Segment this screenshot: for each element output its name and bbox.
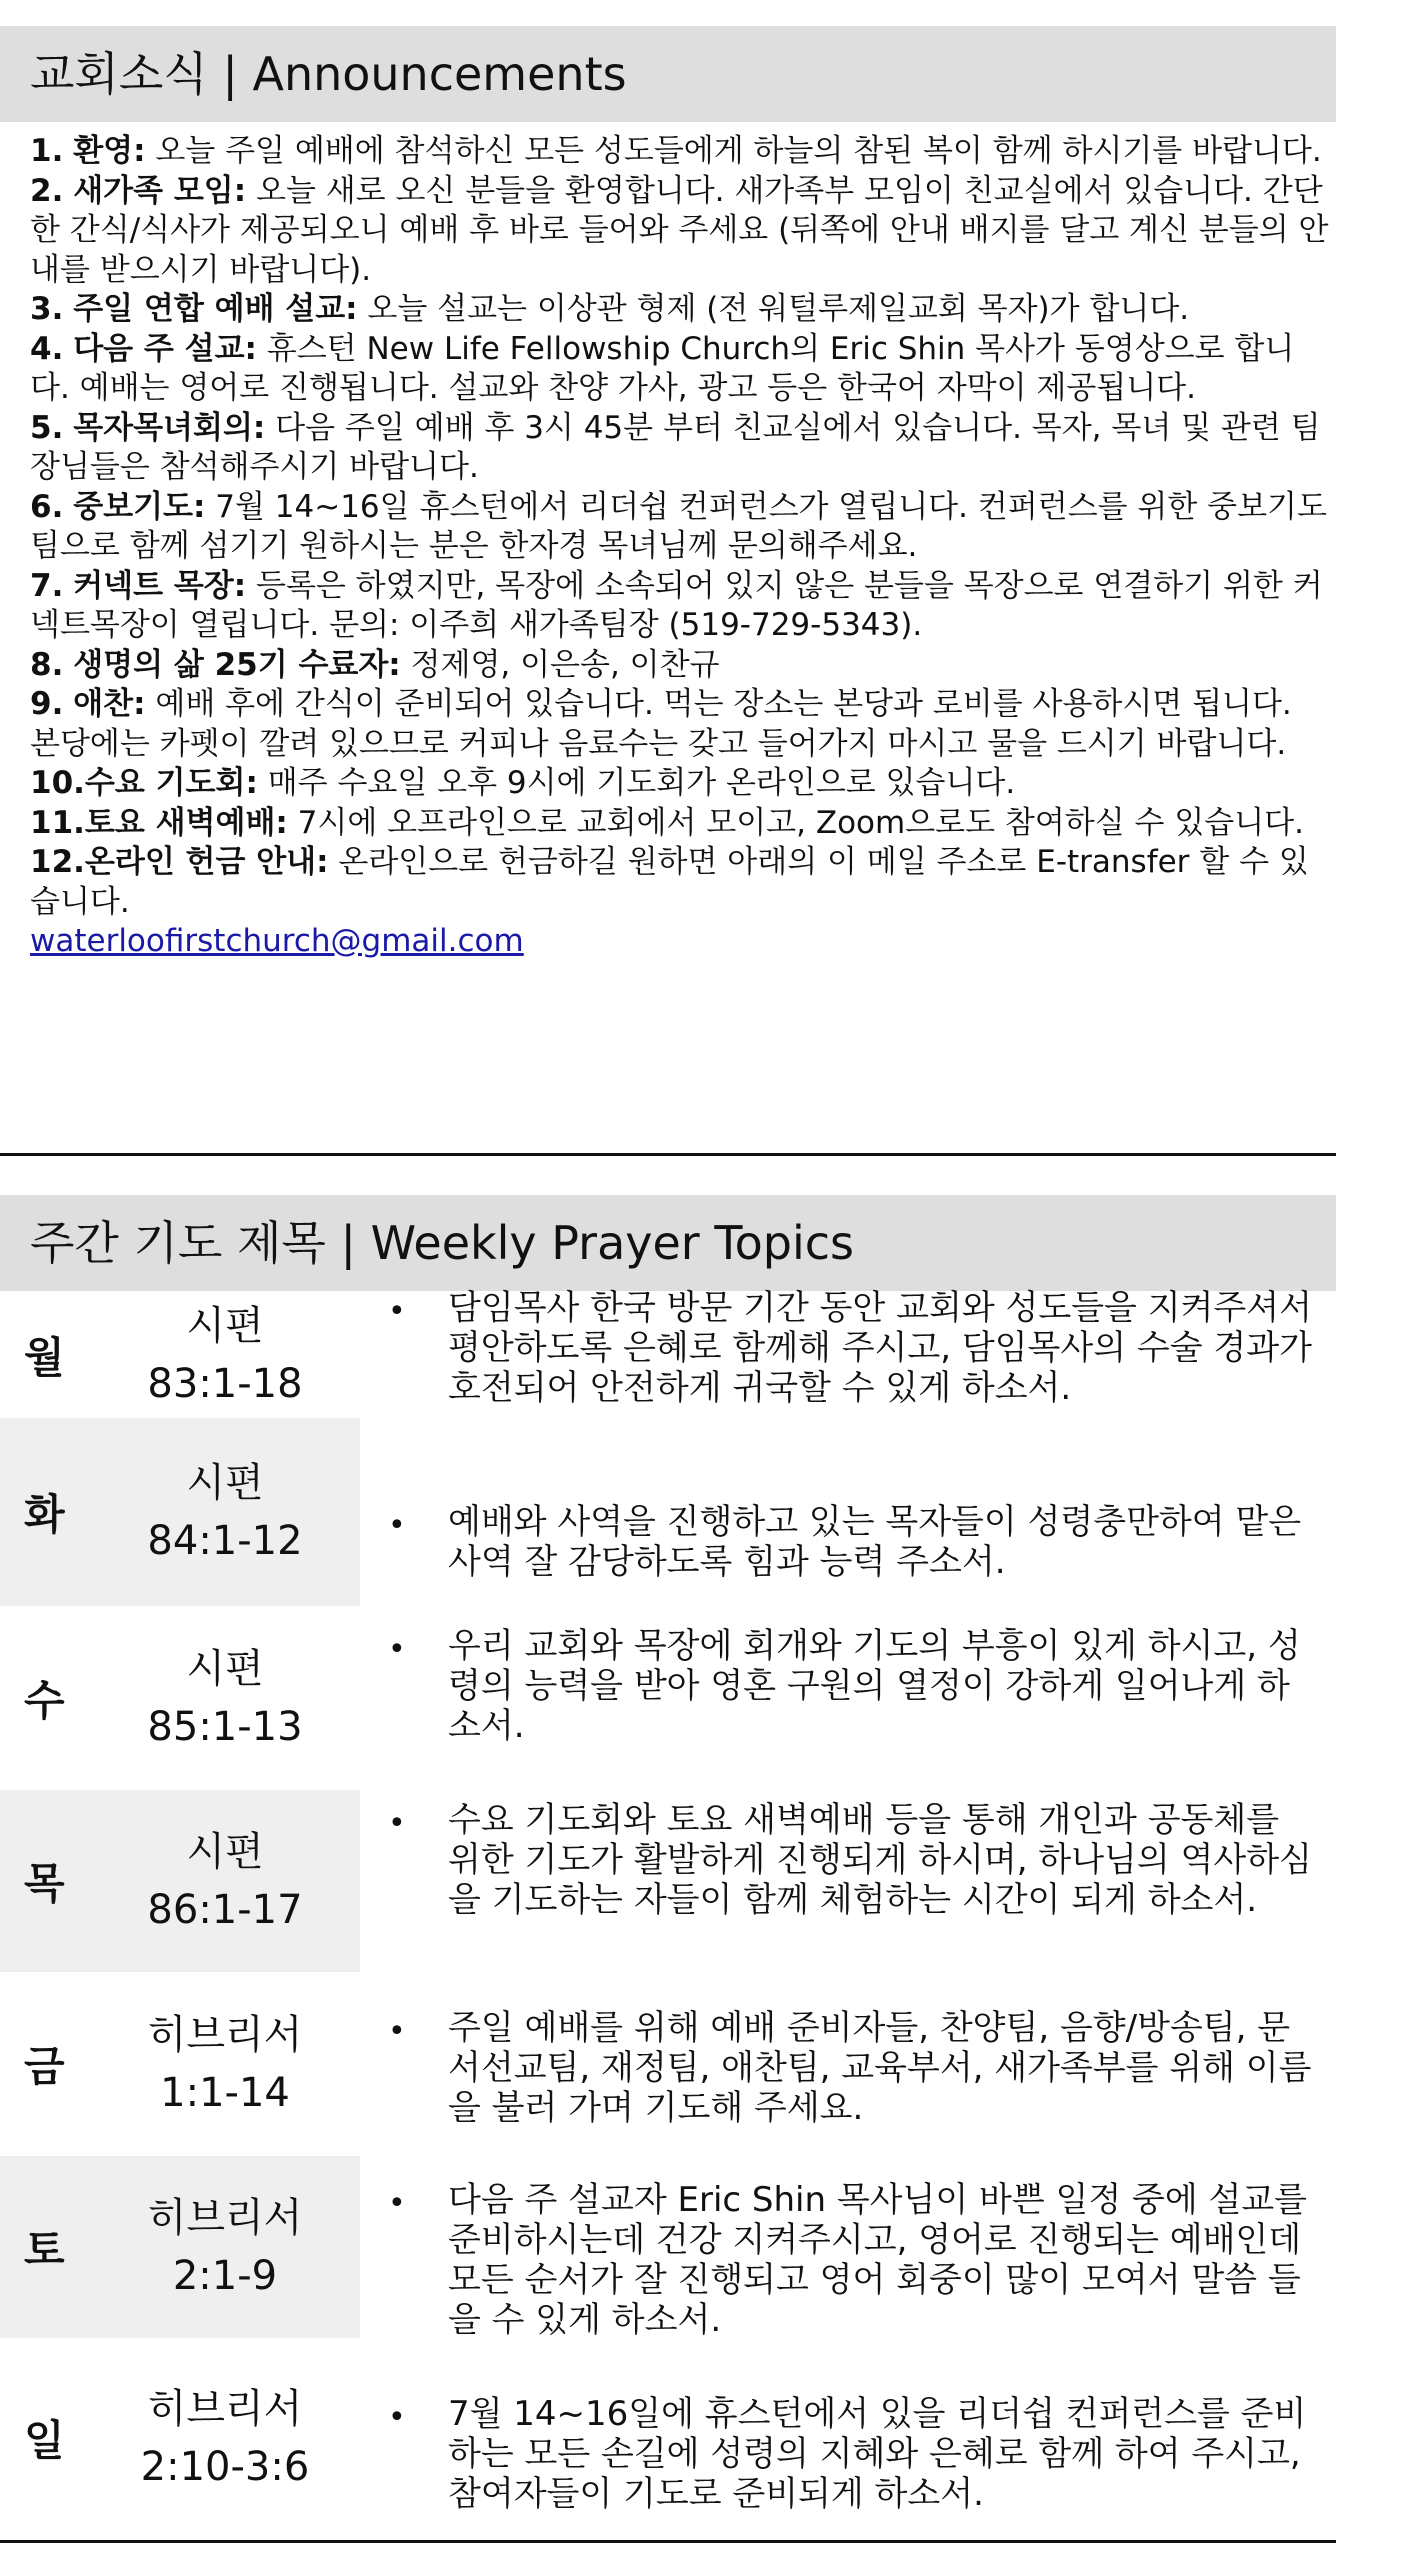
announcement-item xyxy=(30,409,1330,488)
scripture-book: 히브리서 xyxy=(147,2386,303,2432)
announcement-heading: 애찬: xyxy=(73,686,146,722)
announcement-heading: 온라인 헌금 안내: xyxy=(84,844,329,880)
announcements-header xyxy=(0,26,1336,122)
day-cell xyxy=(0,2156,360,2338)
bullet-icon: • xyxy=(388,1294,406,1329)
announcement-text: 오늘 주일 예배에 참석하신 모든 성도들에게 하늘의 참된 복이 함께 하시기를 바랍니다. xyxy=(145,133,1322,169)
announcement-item xyxy=(30,330,1330,409)
day-label: 금 xyxy=(24,2042,65,2091)
bullet-icon: • xyxy=(388,1508,406,1543)
day-label: 토 xyxy=(24,2225,65,2274)
scripture-verses: 85:1-13 xyxy=(147,1704,303,1750)
prayer-topic: 7월 14~16일에 휴스턴에서 있을 리더쉽 컨퍼런스를 준비하는 모든 손길에 성령의 지혜와 은혜로 함께 하여 주시고, 참여자들이 기도로 준비되게 하소서. xyxy=(448,2394,1307,2514)
announcement-text: 정제영, 이은송, 이찬규 xyxy=(400,646,720,683)
announcement-heading: 환영: xyxy=(73,133,146,169)
day-label: 화 xyxy=(24,1490,65,1539)
day-cell xyxy=(0,1606,360,1790)
announcement-text: 7월 14~16일 휴스턴에서 리더쉽 컨퍼런스가 열립니다. 컨퍼런스를 위한 중보기도팀으로 함께 섬기기 원하시는 분은 한자경 목녀님께 문의해주세요. xyxy=(30,488,1327,564)
announcement-number: 11. xyxy=(30,804,85,841)
announcement-number: 2. xyxy=(30,172,64,209)
prayer-topic: 수요 기도회와 토요 새벽예배 등을 통해 개인과 공동체를 위한 기도가 활발하게 진행되게 하시며, 하나님의 역사하심을 기도하는 자들이 함께 체험하는 시간이 되게 하소서. xyxy=(448,1800,1312,1920)
scripture-verses: 1:1-14 xyxy=(160,2070,290,2116)
section-divider xyxy=(0,1153,1336,1156)
prayer-topic: 담임목사 한국 방문 기간 동안 교회와 성도들을 지켜주셔서 평안하도록 은혜로 함께해 주시고, 담임목사의 수술 경과가 호전되어 안전하게 귀국할 수 있게 하소서. xyxy=(448,1288,1312,1408)
announcement-heading: 중보기도: xyxy=(73,488,206,525)
bullet-icon: • xyxy=(388,2400,406,2435)
announcement-item xyxy=(30,172,1330,291)
bullet-icon: • xyxy=(388,1806,406,1841)
announcement-heading: 토요 새벽예배: xyxy=(84,804,288,841)
announcement-text: 휴스턴 New Life Fellowship Church의 Eric Shin 목사가 동영상으로 합니다. 예배는 영어로 진행됩니다. 설교와 찬양 가사, 광고 등은 한국어 자막이 제공됩니다. xyxy=(30,330,1295,406)
announcement-number: 1. xyxy=(30,133,64,169)
prayer-topic: 다음 주 설교자 Eric Shin 목사님이 바쁜 일정 중에 설교를 준비하시는데 건강 지켜주시고, 영어로 진행되는 예배인데 모든 순서가 잘 진행되고 영어 회중이 많이 모여서 말씀 들을 수 있게 하소서. xyxy=(448,2180,1308,2340)
announcement-number: 3. xyxy=(30,291,64,327)
announcement-heading: 목자목녀회의: xyxy=(73,409,266,446)
announcement-heading: 수요 기도회: xyxy=(84,765,258,801)
announcement-text: 오늘 새로 오신 분들을 환영합니다. 새가족부 모임이 친교실에서 있습니다. 간단한 간식/식사가 제공되오니 예배 후 바로 들어와 주세요 (뒤쪽에 안내 배지를 달고 계신 분들의 안내를 받으시기 바랍니다). xyxy=(30,172,1329,288)
day-cell xyxy=(0,1418,360,1606)
announcement-item xyxy=(30,843,1330,922)
announcement-heading: 커넥트 목장: xyxy=(73,567,247,604)
announcement-text: 7시에 오프라인으로 교회에서 모이고, Zoom으로도 참여하실 수 있습니다. xyxy=(287,804,1304,841)
announcement-item xyxy=(30,804,1330,844)
bullet-icon: • xyxy=(388,2186,406,2221)
scripture-verses: 2:1-9 xyxy=(172,2253,278,2299)
announcements-title: 교회소식 | Announcements xyxy=(30,47,627,101)
scripture-book: 히브리서 xyxy=(147,2195,303,2241)
scripture-verses: 86:1-17 xyxy=(147,1887,303,1933)
email-link[interactable]: waterloofirstchurch@gmail.com xyxy=(30,923,524,959)
day-label: 수 xyxy=(24,1676,65,1725)
prayer-topics-title: 주간 기도 제목 | Weekly Prayer Topics xyxy=(30,1216,855,1270)
announcement-item xyxy=(30,132,1330,172)
announcement-item xyxy=(30,685,1330,764)
scripture-book: 히브리서 xyxy=(147,2012,303,2058)
announcement-text: 온라인으로 헌금하길 원하면 아래의 이 메일 주소로 E-transfer 할 수 있습니다. xyxy=(30,844,1309,920)
day-cell xyxy=(0,1790,360,1972)
scripture-book: 시편 xyxy=(186,1646,264,1692)
announcements-list xyxy=(30,132,1330,962)
bullet-icon: • xyxy=(388,1632,406,1667)
scripture-book: 시편 xyxy=(186,1460,264,1506)
announcement-heading: 주일 연합 예배 설교: xyxy=(73,291,358,327)
scripture-ref xyxy=(110,1640,340,1756)
prayer-topic: 우리 교회와 목장에 회개와 기도의 부흥이 있게 하시고, 성령의 능력을 받아 영혼 구원의 열정이 강하게 일어나게 하소서. xyxy=(448,1626,1301,1746)
announcement-text: 오늘 설교는 이상관 형제 (전 워털루제일교회 목자)가 합니다. xyxy=(357,291,1190,327)
prayer-topic: 예배와 사역을 진행하고 있는 목자들이 성령충만하여 맡은 사역 잘 감당하도록 힘과 능력 주소서. xyxy=(448,1502,1302,1582)
announcement-item xyxy=(30,488,1330,567)
scripture-verses: 84:1-12 xyxy=(147,1518,303,1564)
bullet-icon: • xyxy=(388,2014,406,2049)
announcement-number: 10. xyxy=(30,765,85,801)
announcement-heading: 생명의 삶 25기 수료자: xyxy=(73,646,401,683)
day-label: 일 xyxy=(24,2416,65,2465)
scripture-ref xyxy=(110,2189,340,2305)
day-label: 월 xyxy=(24,1333,65,1382)
announcement-item xyxy=(30,646,1330,686)
section-divider xyxy=(0,2540,1336,2543)
prayer-topics-header xyxy=(0,1195,1336,1291)
announcement-number: 12. xyxy=(30,844,85,880)
day-label: 목 xyxy=(24,1859,65,1908)
scripture-verses: 83:1-18 xyxy=(147,1361,303,1407)
announcement-text: 등록은 하였지만, 목장에 소속되어 있지 않은 분들을 목장으로 연결하기 위한 커넥트목장이 열립니다. 문의: 이주희 새가족팀장 (519-729-5343). xyxy=(30,567,1323,643)
announcement-number: 4. xyxy=(30,330,64,367)
announcement-text: 다음 주일 예배 후 3시 45분 부터 친교실에서 있습니다. 목자, 목녀 및 관련 팀장님들은 참석해주시기 바랍니다. xyxy=(30,409,1321,485)
announcement-item xyxy=(30,567,1330,646)
announcement-number: 8. xyxy=(30,646,64,683)
day-cell xyxy=(0,2338,360,2538)
scripture-ref xyxy=(110,1454,340,1570)
announcement-item xyxy=(30,290,1330,330)
day-cell xyxy=(0,1292,360,1418)
scripture-book: 시편 xyxy=(186,1303,264,1349)
announcement-heading: 다음 주 설교: xyxy=(73,330,257,367)
announcement-heading: 새가족 모임: xyxy=(73,172,247,209)
scripture-ref xyxy=(110,1297,340,1413)
announcement-number: 9. xyxy=(30,686,64,722)
announcement-number: 5. xyxy=(30,409,64,446)
scripture-book: 시편 xyxy=(186,1829,264,1875)
scripture-ref xyxy=(110,1823,340,1939)
announcement-text: 예배 후에 간식이 준비되어 있습니다. 먹는 장소는 본당과 로비를 사용하시면 됩니다. 본당에는 카펫이 깔려 있으므로 커피나 음료수는 갖고 들어가지 마시고 물을 드시기 바랍니다. xyxy=(30,686,1292,762)
scripture-ref xyxy=(110,2380,340,2496)
announcement-number: 7. xyxy=(30,567,64,604)
scripture-verses: 2:10-3:6 xyxy=(140,2444,310,2490)
announcement-number: 6. xyxy=(30,488,64,525)
day-cell xyxy=(0,1972,360,2156)
scripture-ref xyxy=(110,2006,340,2122)
announcement-item xyxy=(30,764,1330,804)
prayer-topic: 주일 예배를 위해 예배 준비자들, 찬양팀, 음향/방송팀, 문서선교팀, 재정팀, 애찬팀, 교육부서, 새가족부를 위해 이름을 불러 가며 기도해 주세요. xyxy=(448,2008,1312,2128)
announcement-text: 매주 수요일 오후 9시에 기도회가 온라인으로 있습니다. xyxy=(257,765,1016,801)
